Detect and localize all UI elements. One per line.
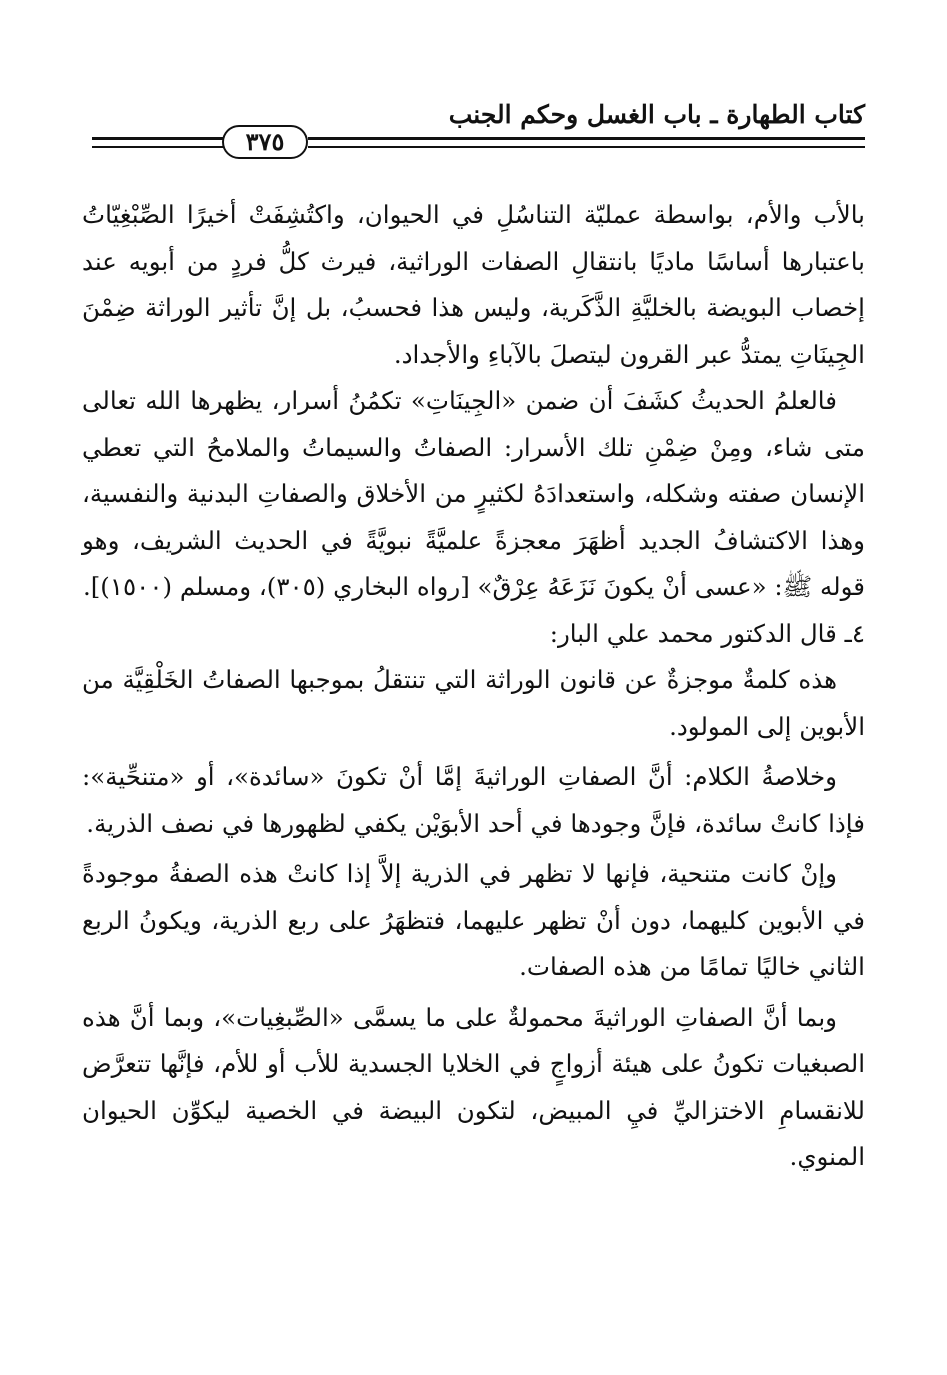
header-rule-left bbox=[92, 137, 224, 140]
page-number: ٣٧٥ bbox=[222, 125, 308, 159]
paragraph: وبما أنَّ الصفاتِ الوراثيةَ محمولةٌ على ما يسمَّى «الصِّبغِيات»، وبما أنَّ هذه الصبغيات تكونُ على هيئة أزواجٍ في الخلايا الجسدية للأب أو للأم، فإنَّها تتعرَّض للانقسامِ الاختزاليِّ فيِ المبيض، لتكون البيضة في الخصية ليكوِّن الحيوان المنوي. bbox=[82, 1002, 865, 1171]
running-title: كتاب الطهارة ـ باب الغسل وحكم الجنب bbox=[448, 100, 865, 129]
header-rule-right-thin bbox=[308, 146, 865, 148]
paragraph: وإنْ كانت متنحية، فإنها لا تظهر في الذرية إلاَّ إذا كانتْ هذه الصفةُ موجودةً في الأبوين كليهما، دون أنْ تظهر عليهما، فتظهَرُ على ربع الذرية، ويكونُ الربع الثاني خاليًا تمامًا من هذه الصفات. bbox=[82, 859, 865, 981]
body-text bbox=[82, 192, 865, 1181]
header-rule-right bbox=[308, 137, 865, 140]
header-rule-left-thin bbox=[92, 146, 224, 148]
numbered-item-heading: ٤ـ قال الدكتور محمد علي البار: bbox=[549, 618, 865, 648]
paragraph: فالعلمُ الحديثُ كشَفَ أن ضمن «الجِينَاتِ» تكمُنُ أسرار، يظهرها الله تعالى متى شاء، ومِنْ ضِمْنِ تلك الأسرار: الصفاتُ والسيماتُ والملامحُ التي تعطي الإنسان صفته وشكله، واستعدادَهُ لكثيرٍ من الأخلاق والصفاتِ البدنية والنفسية، وهذا الاكتشافُ الجديد أظهَرَ معجزةً علميَّةً نبويَّةً في الحديث الشريف، وهو قوله ﷺ: «عسى أنْ يكونَ نَزَعَهُ عِرْقٌ» [رواه البخاري (٣٠٥)، ومسلم (١٥٠٠)]. bbox=[82, 386, 865, 601]
paragraph: هذه كلمةٌ موجزةٌ عن قانون الوراثة التي تنتقلُ بموجبها الصفاتُ الخَلْقِيَّة من الأبوين إلى المولود. bbox=[82, 665, 865, 741]
paragraph: بالأب والأم، بواسطة عمليّة التناسُلِ في الحيوان، واكتُشِفَتْ أخيرًا الصِّبْغِيّاتُ باعتبارها أساسًا ماديًا بانتقالِ الصفات الوراثية، فيرث كلُّ فردٍ من أبويه عند إخصاب البويضة بالخليَّةِ الذَّكَرية، وليس هذا فحسبُ، بل إنَّ تأثير الوراثة ضِمْنَ الجِينَاتِ يمتدُّ عبر القرون ليتصلَ بالآباءِ والأجداد. bbox=[82, 200, 865, 369]
paragraph: وخلاصةُ الكلام: أنَّ الصفاتِ الوراثيةَ إمَّا أنْ تكونَ «سائدة»، أو «متنحِّية»: فإذا كانتْ سائدة، فإنَّ وجودها في أحد الأبوَيْن يكفي لظهورها في نصف الذرية. bbox=[82, 762, 865, 838]
